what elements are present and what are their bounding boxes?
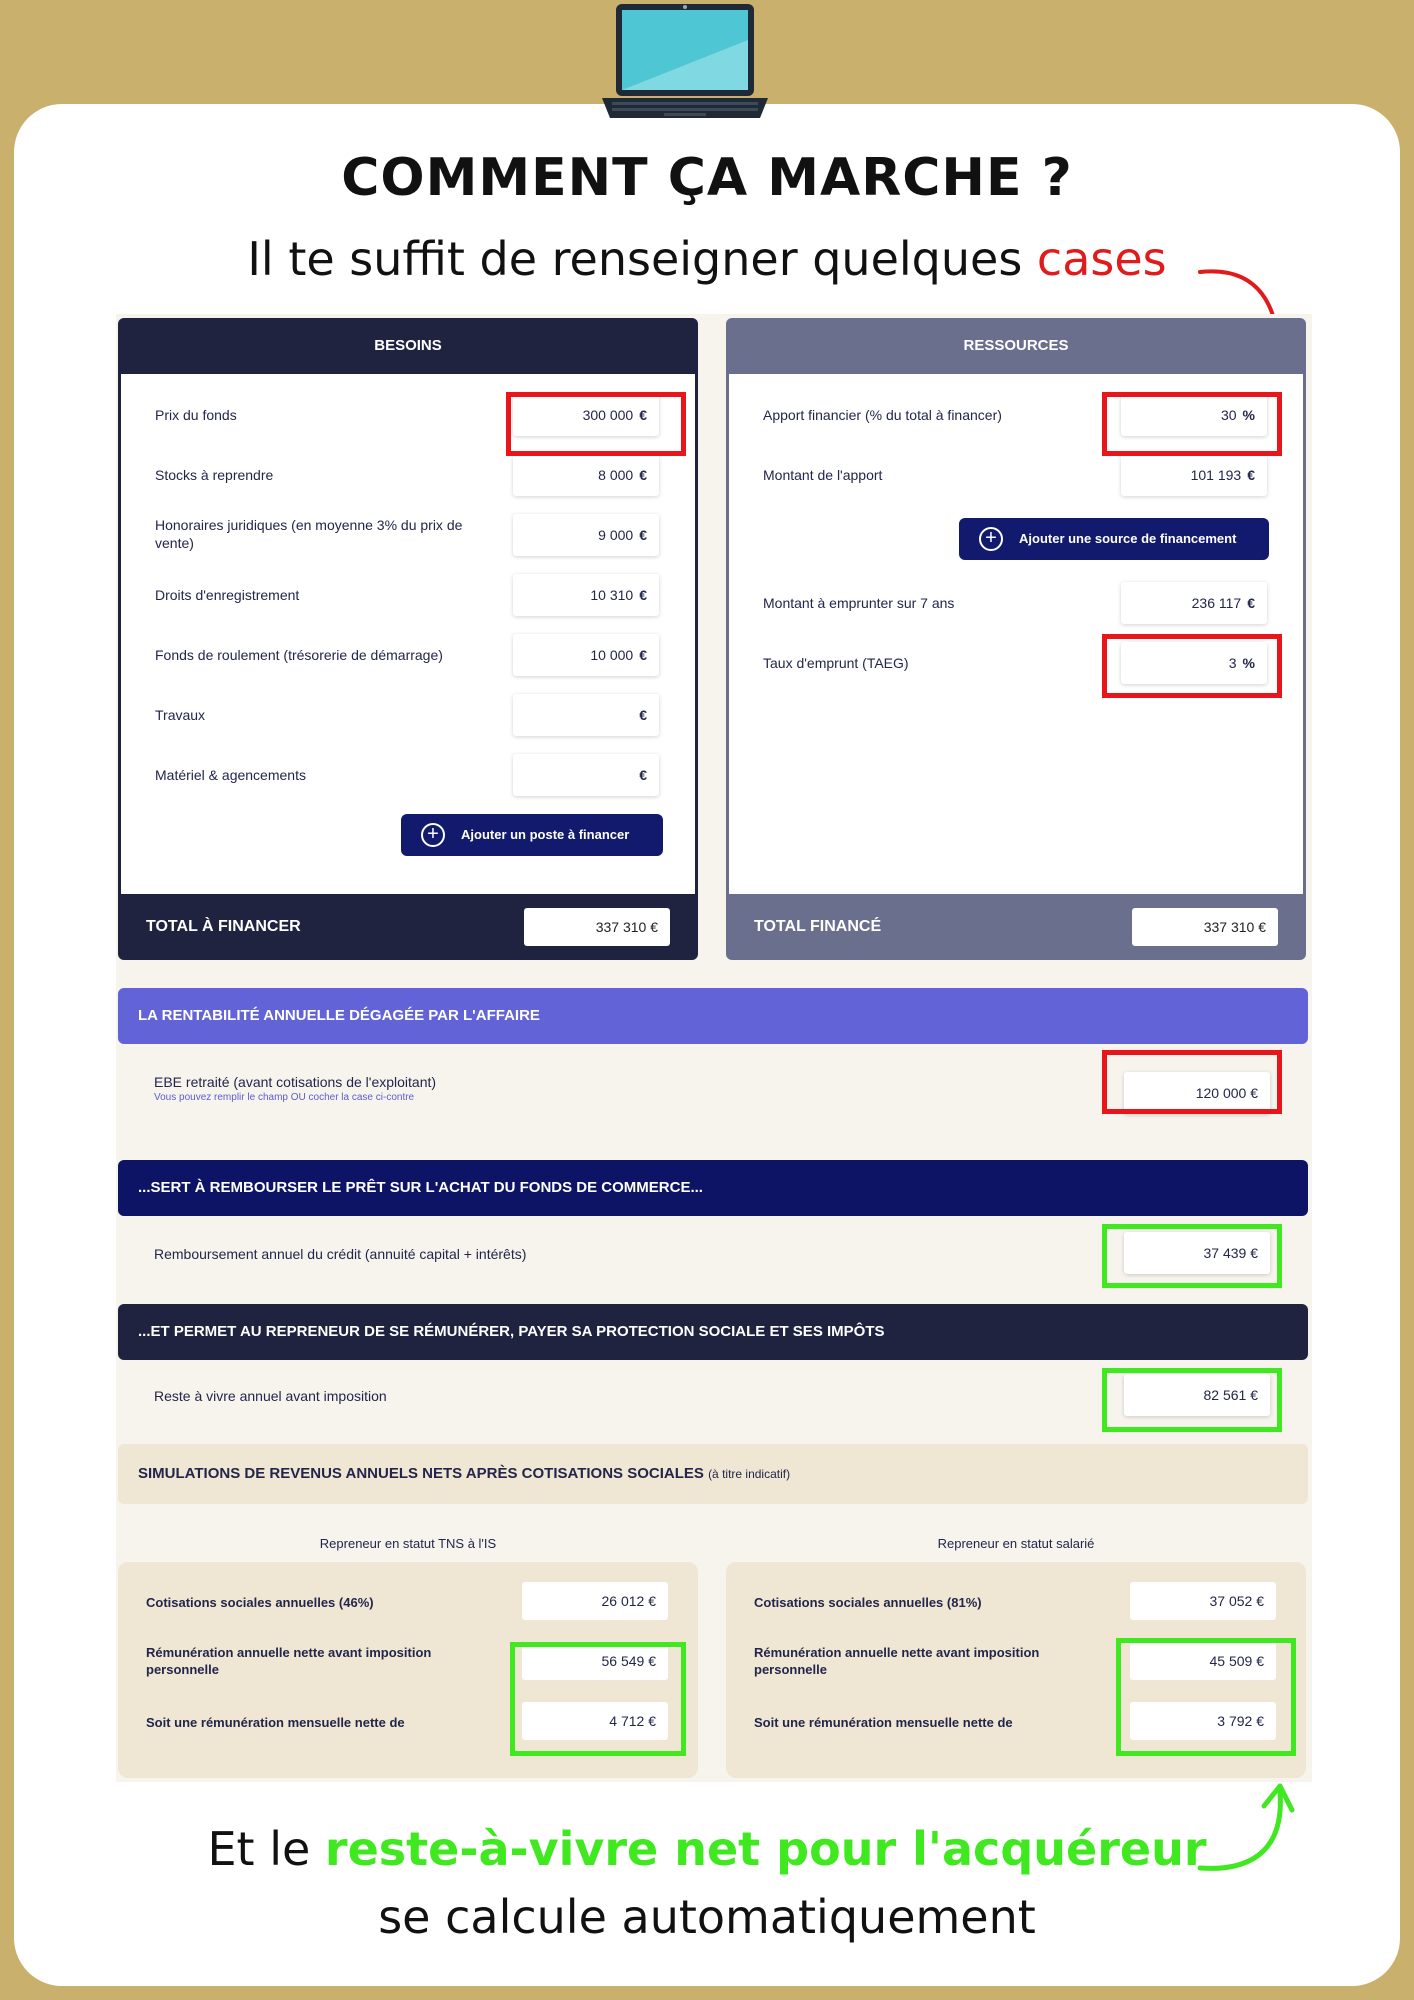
highlight-ebe	[1102, 1050, 1282, 1114]
sim-label: Soit une rémunération mensuelle nette de	[146, 1715, 405, 1730]
add-source-button[interactable]	[959, 518, 1269, 560]
subtitle-highlight: cases	[1036, 232, 1167, 286]
plus-circle-icon: +	[421, 823, 445, 847]
salarie-row	[726, 1582, 1306, 1622]
ebe-hint: Vous pouvez remplir le champ OU cocher la case ci-contre	[154, 1092, 415, 1103]
highlight-reste-vivre	[1102, 1368, 1282, 1432]
tns-row	[118, 1582, 698, 1622]
total-financer-label: TOTAL À FINANCER	[146, 918, 301, 935]
materiel-input[interactable]: €	[513, 754, 659, 796]
sim-label: Rémunération annuelle nette avant imposition personnelle	[754, 1645, 1040, 1677]
total-finance-value: 337 310 €	[1132, 908, 1278, 946]
simulator-screenshot	[116, 314, 1312, 1782]
row-label: Honoraires juridiques (en moyenne 3% du prix de vente)	[155, 517, 463, 551]
laptop-icon	[598, 0, 772, 124]
remboursement-label: Remboursement annuel du crédit (annuité capital + intérêts)	[154, 1246, 527, 1262]
row-label: Travaux	[155, 707, 206, 723]
row-label: Matériel & agencements	[155, 767, 306, 783]
remuneration-header: ...ET PERMET AU REPRENEUR DE SE RÉMUNÉRER, PAYER SA PROTECTION SOCIALE ET SES IMPÔTS	[118, 1304, 1308, 1360]
reste-vivre-value: 82 561 €	[1124, 1374, 1270, 1416]
sim-value: 4 712 €	[522, 1702, 668, 1740]
fonds-roulement-input[interactable]: 10 000 €	[513, 634, 659, 676]
footer-line1: Et le reste-à-vivre net pour l'acquéreur	[207, 1822, 1207, 1876]
besoins-row	[121, 754, 695, 798]
ebe-input[interactable]: 120 000 €	[1124, 1072, 1270, 1114]
add-source-label: Ajouter une source de financement	[1019, 531, 1237, 546]
sim-label: Cotisations sociales annuelles (81%)	[754, 1595, 982, 1610]
sim-label: Rémunération annuelle nette avant imposition personnelle	[146, 1645, 432, 1677]
row-label: Fonds de roulement (trésorerie de démarrage)	[155, 647, 443, 663]
highlight-prix-fonds	[506, 392, 686, 456]
besoins-row	[121, 574, 695, 618]
prix-fonds-input[interactable]: 300 000 €	[513, 394, 659, 436]
montant-emprunter-input[interactable]: 236 117 €	[1121, 582, 1267, 624]
total-financer-value: 337 310 €	[524, 908, 670, 946]
besoins-footer	[118, 894, 698, 960]
highlight-taux	[1102, 634, 1282, 698]
remboursement-value: 37 439 €	[1124, 1232, 1270, 1274]
highlight-remboursement	[1102, 1224, 1282, 1288]
ressources-footer	[726, 894, 1306, 960]
besoins-row	[121, 514, 695, 558]
row-label: Montant à emprunter sur 7 ans	[763, 595, 955, 611]
row-label: Apport financier (% du total à financer)	[763, 407, 1002, 423]
total-finance-label: TOTAL FINANCÉ	[754, 918, 882, 935]
ebe-label: EBE retraité (avant cotisations de l'exploitant)	[154, 1074, 437, 1090]
ressources-row	[729, 582, 1303, 626]
stocks-input[interactable]: 8 000 €	[513, 454, 659, 496]
reste-vivre-label: Reste à vivre annuel avant imposition	[154, 1388, 387, 1404]
salarie-heading: Repreneur en statut salarié	[937, 1536, 1095, 1551]
travaux-input[interactable]: €	[513, 694, 659, 736]
sim-value: 37 052 €	[1130, 1582, 1276, 1620]
sim-value: 26 012 €	[522, 1582, 668, 1620]
besoins-row	[121, 454, 695, 498]
taux-emprunt-input[interactable]: 3 %	[1121, 642, 1267, 684]
sim-label: Soit une rémunération mensuelle nette de	[754, 1715, 1013, 1730]
row-label: Prix du fonds	[155, 407, 237, 423]
page-title: COMMENT ÇA MARCHE ?	[341, 148, 1073, 208]
besoins-title: BESOINS	[374, 337, 442, 354]
sim-value: 45 509 €	[1130, 1642, 1276, 1680]
sim-value: 3 792 €	[1130, 1702, 1276, 1740]
row-label: Taux d'emprunt (TAEG)	[763, 655, 909, 671]
tns-heading: Repreneur en statut TNS à l'IS	[319, 1536, 497, 1551]
montant-apport-input[interactable]: 101 193 €	[1121, 454, 1267, 496]
ressources-row	[729, 454, 1303, 498]
remboursement-header: ...SERT À REMBOURSER LE PRÊT SUR L'ACHAT DU FONDS DE COMMERCE...	[118, 1160, 1308, 1216]
highlight-tns-net	[510, 1642, 686, 1756]
highlight-apport	[1102, 392, 1282, 456]
sim-label: Cotisations sociales annuelles (46%)	[146, 1595, 374, 1610]
row-label: Droits d'enregistrement	[155, 587, 300, 603]
row-label: Stocks à reprendre	[155, 467, 274, 483]
plus-circle-icon: +	[979, 527, 1003, 551]
footer-highlight: reste-à-vivre net pour l'acquéreur	[324, 1822, 1207, 1876]
row-label: Montant de l'apport	[763, 467, 883, 483]
besoins-row	[121, 634, 695, 678]
honoraires-input[interactable]: 9 000 €	[513, 514, 659, 556]
highlight-salarie-net	[1116, 1638, 1296, 1756]
ressources-title: RESSOURCES	[963, 337, 1069, 354]
page-subtitle: Il te suffit de renseigner quelques cases	[247, 232, 1167, 286]
sim-value: 56 549 €	[522, 1642, 668, 1680]
apport-percent-input[interactable]: 30 %	[1121, 394, 1267, 436]
besoins-row	[121, 694, 695, 738]
rentabilite-header: LA RENTABILITÉ ANNUELLE DÉGAGÉE PAR L'AFFAIRE	[118, 988, 1308, 1044]
simulations-header: SIMULATIONS DE REVENUS ANNUELS NETS APRÈS COTISATIONS SOCIALES (à titre indicatif)	[118, 1444, 1308, 1504]
droits-input[interactable]: 10 310 €	[513, 574, 659, 616]
add-poste-button[interactable]	[401, 814, 663, 856]
footer-line2: se calcule automatiquement	[378, 1890, 1036, 1944]
add-poste-label: Ajouter un poste à financer	[461, 827, 630, 842]
